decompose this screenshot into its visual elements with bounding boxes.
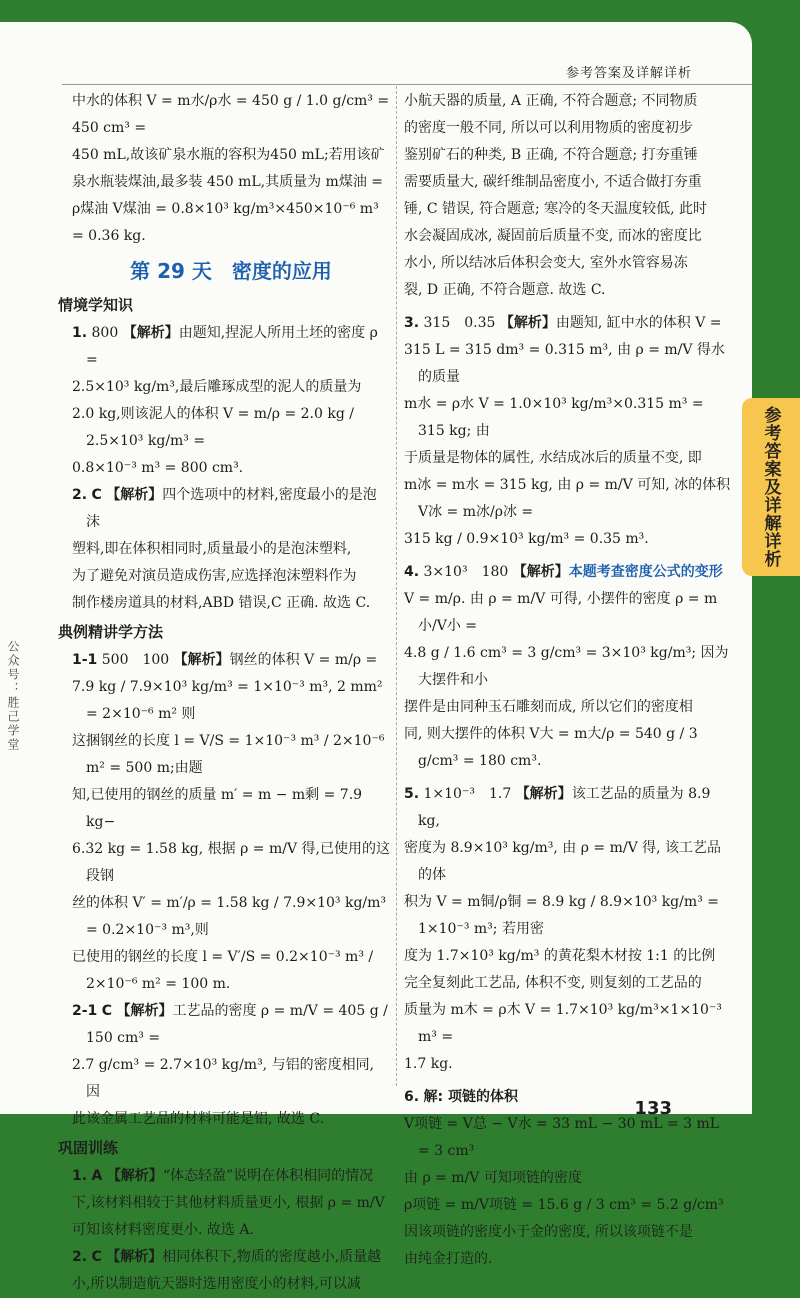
continued-line: 小航天器的质量, A 正确, 不符合题意; 不同物质 — [404, 93, 698, 109]
analysis-tag: 【解析】 — [173, 652, 230, 668]
analysis-line: 工艺品的密度 ρ = m/V = 405 g / 150 cm³ = — [86, 1003, 388, 1046]
analysis-line: 制作楼房道具的材料,ABD 错误,C 正确. 故选 C. — [72, 595, 371, 611]
question-number: 1. — [72, 325, 88, 341]
question-4 — [404, 559, 734, 775]
question-2-1 — [72, 998, 390, 1133]
analysis-line: V = m/ρ. 由 ρ = m/V 可得, 小摆件的密度 ρ = m小/V小 = — [404, 591, 718, 634]
analysis-line: 四个选项中的材料,密度最小的是泡沫 — [86, 487, 377, 530]
question-3-1 — [72, 1163, 390, 1244]
analysis-tag: 【解析】 — [106, 487, 163, 503]
day-title: 第 29 天 密度的应用 — [130, 259, 332, 283]
answer: 3×10³ 180 — [423, 564, 509, 580]
solution-line: V项链 = V总 − V水 = 33 mL − 30 mL = 3 mL = 3 cm³ — [404, 1116, 720, 1159]
analysis-line: 小,所以制造航天器时选用密度小的材料,可以减 — [72, 1276, 361, 1292]
analysis-line: m冰 = m水 = 315 kg, 由 ρ = m/V 可知, 冰的体积 V冰 = m冰/ρ冰 = — [404, 477, 731, 520]
intro-line: 450 mL,故该矿泉水瓶的容积为450 mL;若用该矿 — [72, 147, 385, 163]
answer: C — [91, 1249, 102, 1265]
analysis-line: 钢丝的体积 V = m/ρ = — [229, 652, 378, 668]
intro-line: 中水的体积 V = m水/ρ水 = 450 g / 1.0 g/cm³ = 450 cm³ = — [72, 93, 390, 136]
page — [0, 22, 752, 1292]
section-heading: 巩固训练 — [58, 1139, 119, 1157]
analysis-line: m水 = ρ水 V = 1.0×10³ kg/m³×0.315 m³ = 315 kg; 由 — [404, 396, 704, 439]
analysis-line: 315 kg / 0.9×10³ kg/m³ = 0.35 m³. — [404, 531, 649, 547]
answer-key-tab: 参考答案及详解详析 — [742, 398, 800, 576]
continued-line: 锤, C 错误, 符合题意; 寒冷的冬天温度较低, 此时 — [404, 201, 708, 217]
analysis-line: 积为 V = m铜/ρ铜 = 8.9 kg / 8.9×10³ kg/m³ = 1×10⁻³ m³; 若用密 — [404, 894, 719, 937]
question-number: 1. — [72, 1168, 88, 1184]
analysis-line: 已使用的钢丝的长度 l = V′/S = 0.2×10⁻³ m³ / 2×10⁻⁶ m² = 100 m. — [72, 949, 374, 992]
analysis-line: 塑料,即在体积相同时,质量最小的是泡沫塑料, — [72, 541, 352, 557]
analysis-line: 2.7 g/cm³ = 2.7×10³ kg/m³, 与铝的密度相同, 因 — [72, 1057, 375, 1100]
answer: 1×10⁻³ 1.7 — [423, 786, 512, 802]
intro-line: ρ煤油 V煤油 = 0.8×10³ kg/m³×450×10⁻⁶ m³ = 0.36 kg. — [72, 201, 379, 244]
continued-line: 水会凝固成冰, 凝固前后质量不变, 而冰的密度比 — [404, 228, 702, 244]
answer: C — [101, 1003, 113, 1019]
analysis-line: 知,已使用的钢丝的质量 m′ = m − m剩 = 7.9 kg− — [72, 787, 363, 830]
analysis-line: “体态轻盈”说明在体积相同的情况 — [162, 1168, 374, 1184]
answer: 800 — [91, 325, 119, 341]
analysis-line: 质量为 m木 = ρ木 V = 1.7×10³ kg/m³×1×10⁻³ m³ = — [404, 1002, 722, 1045]
question-number: 2. — [72, 1249, 88, 1265]
analysis-line: 2.5×10³ kg/m³,最后雕琢成型的泥人的质量为 — [72, 379, 362, 395]
analysis-line: 7.9 kg / 7.9×10³ kg/m³ = 1×10⁻³ m³, 2 mm² = 2×10⁻⁶ m² 则 — [72, 679, 383, 722]
header-rule — [62, 84, 752, 85]
question-number: 3. — [404, 315, 420, 331]
analysis-line: 0.8×10⁻³ m³ = 800 cm³. — [72, 460, 244, 476]
solution-line: 由纯金打造的. — [404, 1251, 493, 1267]
analysis-line: 下,该材料相较于其他材料质量更小, 根据 ρ = m/V — [72, 1195, 385, 1211]
analysis-line: 由题知,捏泥人所用土坯的密度 ρ = — [86, 325, 378, 368]
question-number: 2-1 — [72, 1003, 98, 1019]
solution-line: 因该项链的密度小于金的密度, 所以该项链不是 — [404, 1224, 693, 1240]
section-heading: 情境学知识 — [58, 296, 134, 314]
question-2 — [72, 482, 390, 617]
analysis-line: 摆件是由同种玉石雕刻而成, 所以它们的密度相 — [404, 699, 693, 715]
question-6 — [404, 1084, 734, 1273]
answer: 500 100 — [101, 652, 170, 668]
solution-line: 由 ρ = m/V 可知项链的密度 — [404, 1170, 582, 1186]
analysis-line: 该工艺品的质量为 8.9 kg, — [418, 786, 711, 829]
analysis-tag: 【解析】 — [106, 1168, 163, 1184]
header-title: 参考答案及详解详析 — [565, 66, 692, 81]
column-divider — [396, 86, 397, 1086]
left-column — [58, 88, 390, 1298]
question-number: 1-1 — [72, 652, 98, 668]
analysis-line: 由题知, 缸中水的体积 V = — [555, 315, 722, 331]
analysis-line: 1.7 kg. — [404, 1056, 453, 1072]
analysis-tag: 【解析】 — [499, 315, 556, 331]
analysis-line: 丝的体积 V′ = m′/ρ = 1.58 kg / 7.9×10³ kg/m³ = 0.2×10⁻³ m³,则 — [72, 895, 387, 938]
analysis-line: 此该金属工艺品的材料可能是铝, 故选 C. — [72, 1111, 325, 1127]
question-number: 5. — [404, 786, 420, 802]
question-number: 2. — [72, 487, 88, 503]
solution-line: ρ项链 = m/V项链 = 15.6 g / 3 cm³ = 5.2 g/cm³ — [404, 1197, 724, 1213]
question-5 — [404, 781, 734, 1078]
answer: A — [91, 1168, 103, 1184]
section-heading: 典例精讲学方法 — [58, 623, 164, 641]
question-number: 6. — [404, 1089, 420, 1105]
question-3-2 — [72, 1244, 390, 1298]
continued-line: 需要质量大, 碳纤维制品密度小, 不适合做打夯重 — [404, 174, 702, 190]
analysis-line: 6.32 kg = 1.58 kg, 根据 ρ = m/V 得,已使用的这段钢 — [72, 841, 390, 884]
analysis-line: 度为 1.7×10³ kg/m³ 的黄花梨木材按 1:1 的比例 — [404, 948, 716, 964]
solution-lead: 解: 项链的体积 — [423, 1089, 518, 1105]
analysis-tag: 【解析】 — [512, 564, 569, 580]
intro-line: 泉水瓶装煤油,最多装 450 mL,其质量为 m煤油 = — [72, 174, 384, 190]
right-column — [404, 88, 734, 1273]
question-1-1 — [72, 647, 390, 998]
analysis-line: 同, 则大摆件的体积 V大 = m大/ρ = 540 g / 3 g/cm³ = 180 cm³. — [404, 726, 698, 769]
analysis-tag: 【解析】 — [106, 1249, 163, 1265]
page-number: 133 — [634, 1098, 672, 1119]
edge-watermark: 公众号：胜己学堂 — [6, 640, 20, 752]
continued-line: 的密度一般不同, 所以可以利用物质的密度初步 — [404, 120, 693, 136]
analysis-line: 于质量是物体的属性, 水结成冰后的质量不变, 即 — [404, 450, 702, 466]
analysis-line: 为了避免对演员造成伤害,应选择泡沫塑料作为 — [72, 568, 357, 584]
analysis-highlight: 本题考查密度公式的变形 — [568, 564, 723, 580]
question-number: 4. — [404, 564, 420, 580]
analysis-line: 这捆钢丝的长度 l = V/S = 1×10⁻³ m³ / 2×10⁻⁶ m² = 500 m;由题 — [72, 733, 385, 776]
analysis-line: 相同体积下,物质的密度越小,质量越 — [162, 1249, 382, 1265]
analysis-tag: 【解析】 — [122, 325, 179, 341]
answer: C — [91, 487, 102, 503]
analysis-line: 密度为 8.9×10³ kg/m³, 由 ρ = m/V 得, 该工艺品的体 — [404, 840, 722, 883]
analysis-line: 2.0 kg,则该泥人的体积 V = m/ρ = 2.0 kg / 2.5×10³ kg/m³ = — [72, 406, 354, 449]
question-1 — [72, 320, 390, 482]
continued-line: 裂, D 正确, 不符合题意. 故选 C. — [404, 282, 606, 298]
continued-line: 水小, 所以结冰后体积会变大, 室外水管容易冻 — [404, 255, 688, 271]
analysis-line: 完全复刻此工艺品, 体积不变, 则复刻的工艺品的 — [404, 975, 702, 991]
analysis-line: 315 L = 315 dm³ = 0.315 m³, 由 ρ = m/V 得水的质量 — [404, 342, 725, 385]
answer: 315 0.35 — [423, 315, 496, 331]
analysis-line: 可知该材料密度更小. 故选 A. — [72, 1222, 254, 1238]
continued-line: 鉴别矿石的种类, B 正确, 不符合题意; 打夯重锤 — [404, 147, 698, 163]
question-3 — [404, 310, 734, 553]
analysis-line: 4.8 g / 1.6 cm³ = 3 g/cm³ = 3×10³ kg/m³; 因为大摆件和小 — [404, 645, 729, 688]
analysis-tag: 【解析】 — [116, 1003, 173, 1019]
analysis-tag: 【解析】 — [515, 786, 572, 802]
